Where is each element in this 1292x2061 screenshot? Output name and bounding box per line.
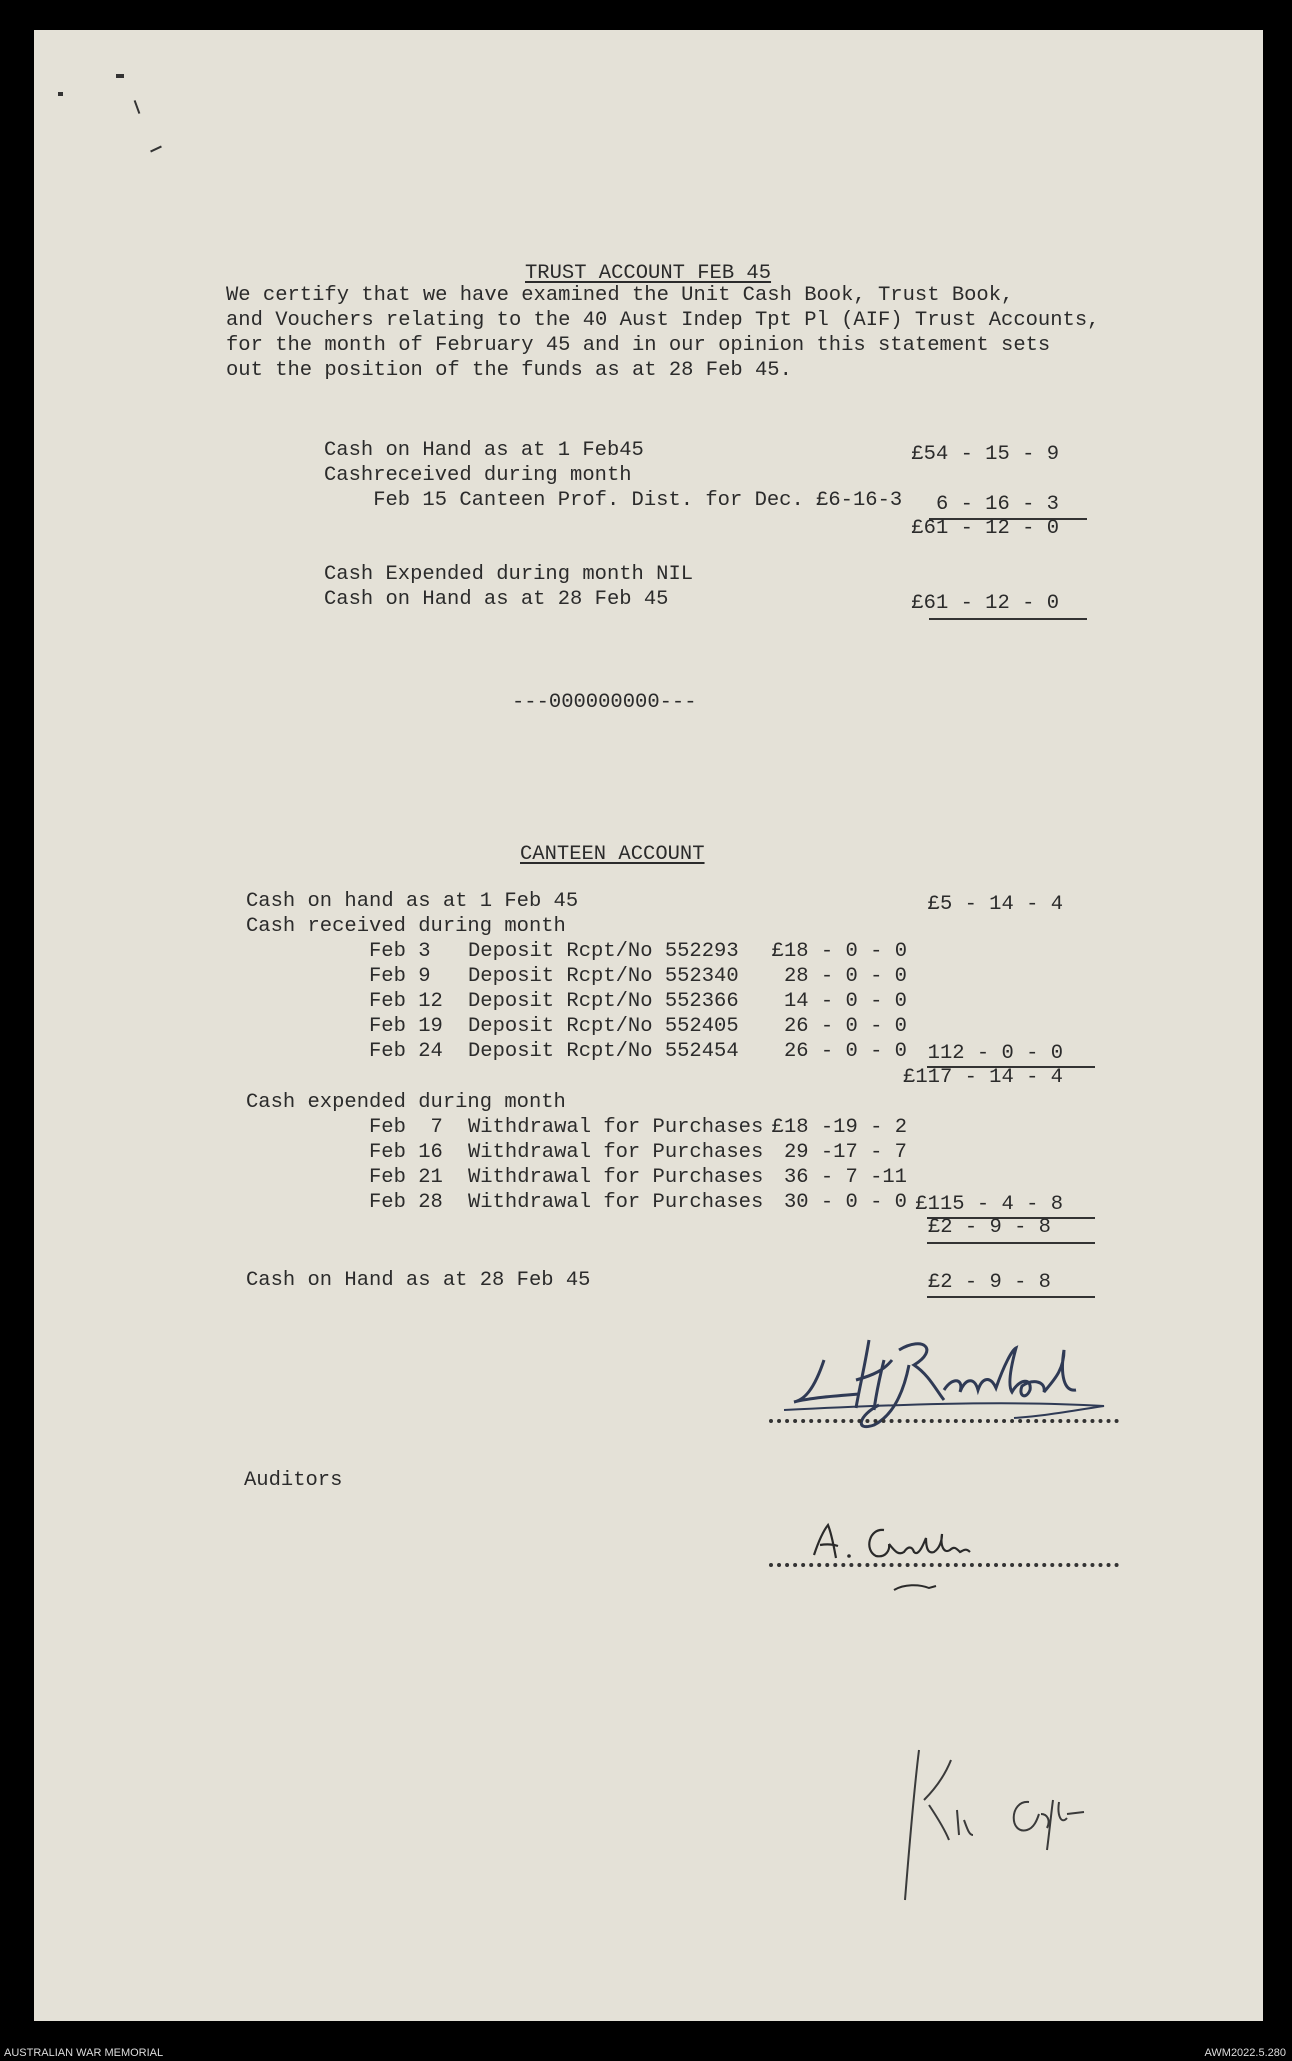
withdrawal-amount: £18 -19 - 2 xyxy=(771,1116,907,1139)
ink-mark xyxy=(134,100,141,114)
trust-line-label: Cash on Hand as at 28 Feb 45 xyxy=(324,588,669,611)
withdrawal-date: Feb 21 xyxy=(369,1166,443,1189)
ink-mark xyxy=(150,146,162,153)
trust-line-amount: 6 - 16 - 3 xyxy=(935,493,1059,516)
trust-line-label: Cashreceived during month xyxy=(324,464,632,487)
trust-line-label: Feb 15 Canteen Prof. Dist. for Dec. £6-16-3 xyxy=(324,489,903,512)
ink-mark xyxy=(116,74,124,78)
withdrawal-date: Feb 28 xyxy=(369,1191,443,1214)
trust-paragraph-line: out the position of the funds as at 28 Feb 45. xyxy=(226,359,792,382)
trust-line-amount: £54 - 15 - 9 xyxy=(911,443,1059,466)
trust-line-label: Cash on Hand as at 1 Feb45 xyxy=(324,439,644,462)
footer-left: AUSTRALIAN WAR MEMORIAL xyxy=(4,2047,164,2059)
canteen-opening-label: Cash on hand as at 1 Feb 45 xyxy=(246,890,579,913)
withdrawal-desc: Withdrawal for Purchases xyxy=(468,1166,764,1189)
withdrawal-amount: 30 - 0 - 0 xyxy=(783,1191,907,1214)
signature-line xyxy=(769,1419,1119,1423)
withdrawal-desc: Withdrawal for Purchases xyxy=(468,1191,764,1214)
withdrawal-amount: 29 -17 - 7 xyxy=(783,1141,907,1164)
deposit-date: Feb 24 xyxy=(369,1040,443,1063)
withdrawals-total: £115 - 4 - 8 xyxy=(915,1193,1063,1216)
canteen-balance: £2 - 9 - 8 xyxy=(927,1216,1051,1239)
canteen-closing-label: Cash on Hand as at 28 Feb 45 xyxy=(246,1269,591,1292)
auditors-label: Auditors xyxy=(244,1469,343,1492)
deposit-date: Feb 9 xyxy=(369,965,431,988)
trust-subtotal: £61 - 12 - 0 xyxy=(911,517,1059,540)
withdrawal-amount: 36 - 7 -11 xyxy=(783,1166,907,1189)
trust-paragraph-line: We certify that we have examined the Unit Cash Book, Trust Book, xyxy=(226,284,1014,307)
section-separator: ---000000000--- xyxy=(512,691,697,714)
trust-heading: TRUST ACCOUNT FEB 45 xyxy=(525,262,772,285)
canteen-heading: CANTEEN ACCOUNT xyxy=(520,843,705,866)
trust-paragraph-line: and Vouchers relating to the 40 Aust Indep Tpt Pl (AIF) Trust Accounts, xyxy=(226,309,1100,332)
deposits-total: 112 - 0 - 0 xyxy=(927,1042,1063,1065)
deposit-date: Feb 3 xyxy=(369,940,431,963)
signature-third xyxy=(869,1740,1109,1910)
deposit-amount: £18 - 0 - 0 xyxy=(771,940,907,963)
sum-rule xyxy=(927,1242,1095,1244)
total-rule xyxy=(929,618,1087,620)
deposit-amount: 26 - 0 - 0 xyxy=(783,1040,907,1063)
deposit-desc: Deposit Rcpt/No 552340 xyxy=(468,965,739,988)
deposit-amount: 26 - 0 - 0 xyxy=(783,1015,907,1038)
deposit-desc: Deposit Rcpt/No 552454 xyxy=(468,1040,739,1063)
deposit-amount: 14 - 0 - 0 xyxy=(783,990,907,1013)
footer-right: AWM2022.5.280 xyxy=(1204,2047,1286,2059)
withdrawal-desc: Withdrawal for Purchases xyxy=(468,1141,764,1164)
canteen-opening-amount: £5 - 14 - 4 xyxy=(927,893,1063,916)
canteen-subtotal: £117 - 14 - 4 xyxy=(903,1066,1063,1089)
total-rule xyxy=(927,1296,1095,1298)
trust-closing-amount: £61 - 12 - 0 xyxy=(911,592,1059,615)
withdrawal-date: Feb 7 xyxy=(369,1116,443,1139)
trust-line-label: Cash Expended during month NIL xyxy=(324,563,694,586)
deposit-amount: 28 - 0 - 0 xyxy=(783,965,907,988)
deposit-desc: Deposit Rcpt/No 552405 xyxy=(468,1015,739,1038)
ink-mark xyxy=(58,92,63,96)
signature-line xyxy=(769,1563,1119,1567)
canteen-closing-amount: £2 - 9 - 8 xyxy=(927,1271,1051,1294)
canteen-received-heading: Cash received during month xyxy=(246,915,566,938)
deposit-desc: Deposit Rcpt/No 552366 xyxy=(468,990,739,1013)
withdrawal-date: Feb 16 xyxy=(369,1141,443,1164)
deposit-desc: Deposit Rcpt/No 552293 xyxy=(468,940,739,963)
canteen-expended-heading: Cash expended during month xyxy=(246,1091,566,1114)
document-page xyxy=(34,30,1263,2021)
signature-second xyxy=(794,1500,1034,1600)
withdrawal-desc: Withdrawal for Purchases xyxy=(468,1116,764,1139)
trust-paragraph-line: for the month of February 45 and in our opinion this statement sets xyxy=(226,334,1051,357)
deposit-date: Feb 19 xyxy=(369,1015,443,1038)
deposit-date: Feb 12 xyxy=(369,990,443,1013)
